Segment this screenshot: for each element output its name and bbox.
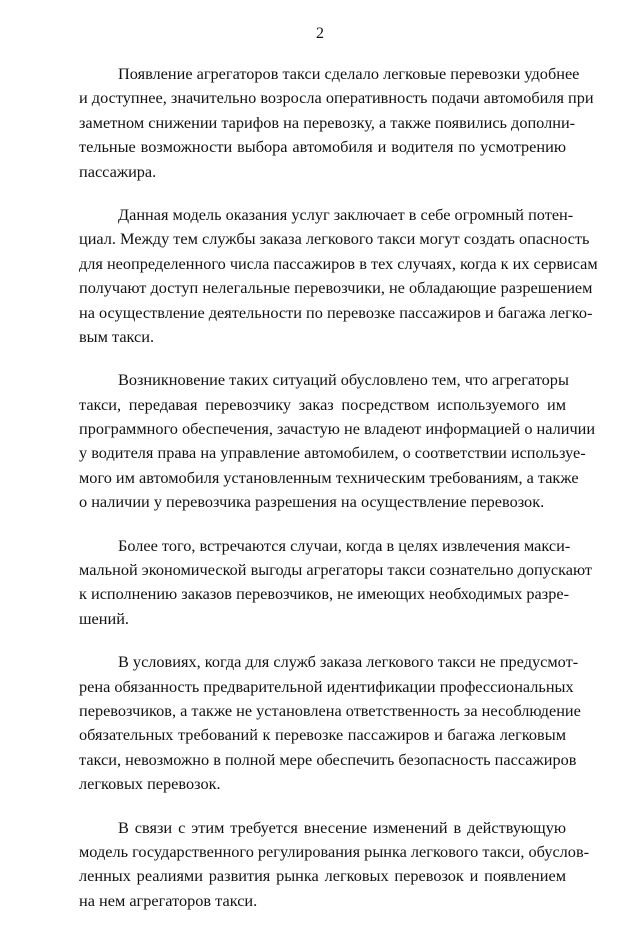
text-line: модель государственного регулирования рынка легкового такси, обуслов- <box>79 841 590 861</box>
paragraph <box>79 534 593 632</box>
body-text <box>79 62 598 932</box>
paragraph <box>79 816 590 914</box>
text-line: Более того, встречаются случаи, когда в целях извлечения макси- <box>118 535 571 555</box>
text-line: В условиях, когда для служб заказа легкового такси не предусмот- <box>118 652 579 672</box>
text-line: для неопределенного числа пассажиров в тех случаях, когда к их сервисам <box>79 253 598 273</box>
text-line: и доступнее, значительно возросла оперативность подачи автомобиля при <box>79 88 594 108</box>
text-line: тельные возможности выбора автомобиля и водителя по усмотрению <box>79 137 566 157</box>
text-line: Данная модель оказания услуг заключает в себе огромный потен- <box>118 204 574 224</box>
text-line: обязательных требований к перевозке пассажиров и багажа легковым <box>79 725 566 745</box>
text-line: у водителя права на управление автомобилем, о соответствии используе- <box>79 443 586 463</box>
text-line: такси, невозможно в полной мере обеспечить безопасность пассажиров <box>79 749 577 769</box>
text-line: программного обеспечения, зачастую не владеют информацией о наличии <box>79 419 596 439</box>
text-line: легковых перевозок. <box>79 774 221 794</box>
text-line: о наличии у перевозчика разрешения на осуществление перевозок. <box>79 492 545 512</box>
text-line: такси, передавая перевозчику заказ посредством используемого им <box>79 394 566 414</box>
text-line: циал. Между тем службы заказа легкового такси могут создать опасность <box>79 229 590 249</box>
text-line: заметном снижении тарифов на перевозку, а также появились дополни- <box>79 112 576 132</box>
text-line: рена обязанность предварительной идентификации профессиональных <box>79 676 574 696</box>
text-line: вым такси. <box>79 326 155 346</box>
text-line: перевозчиков, а также не установлена ответственность за несоблюдение <box>79 700 581 720</box>
text-line: на нем агрегаторов такси. <box>79 890 258 910</box>
text-line: пассажира. <box>79 161 157 181</box>
text-line: Возникновение таких ситуаций обусловлено тем, что агрегаторы <box>118 370 569 390</box>
paragraph <box>79 650 581 796</box>
text-line: В связи с этим требуется внесение изменений в действующую <box>118 817 566 837</box>
paragraph <box>79 62 594 184</box>
text-line: ленных реалиями развития рынка легковых перевозок и появлением <box>79 866 566 886</box>
text-line: мого им автомобиля установленным техническим требованиям, а также <box>79 467 579 487</box>
text-line: шений. <box>79 608 129 628</box>
page-number: 2 <box>316 25 324 42</box>
text-line: к исполнению заказов перевозчиков, не имеющих необходимых разре- <box>79 584 569 604</box>
paragraph <box>79 203 598 349</box>
text-line: мальной экономической выгоды агрегаторы такси сознательно допускают <box>79 560 593 580</box>
text-line: получают доступ нелегальные перевозчики, не обладающие разрешением <box>79 278 593 298</box>
text-line: на осуществление деятельности по перевозке пассажиров и багажа легко- <box>79 302 593 322</box>
text-line: Появление агрегаторов такси сделало легковые перевозки удобнее <box>118 64 580 83</box>
paragraph <box>79 368 596 514</box>
